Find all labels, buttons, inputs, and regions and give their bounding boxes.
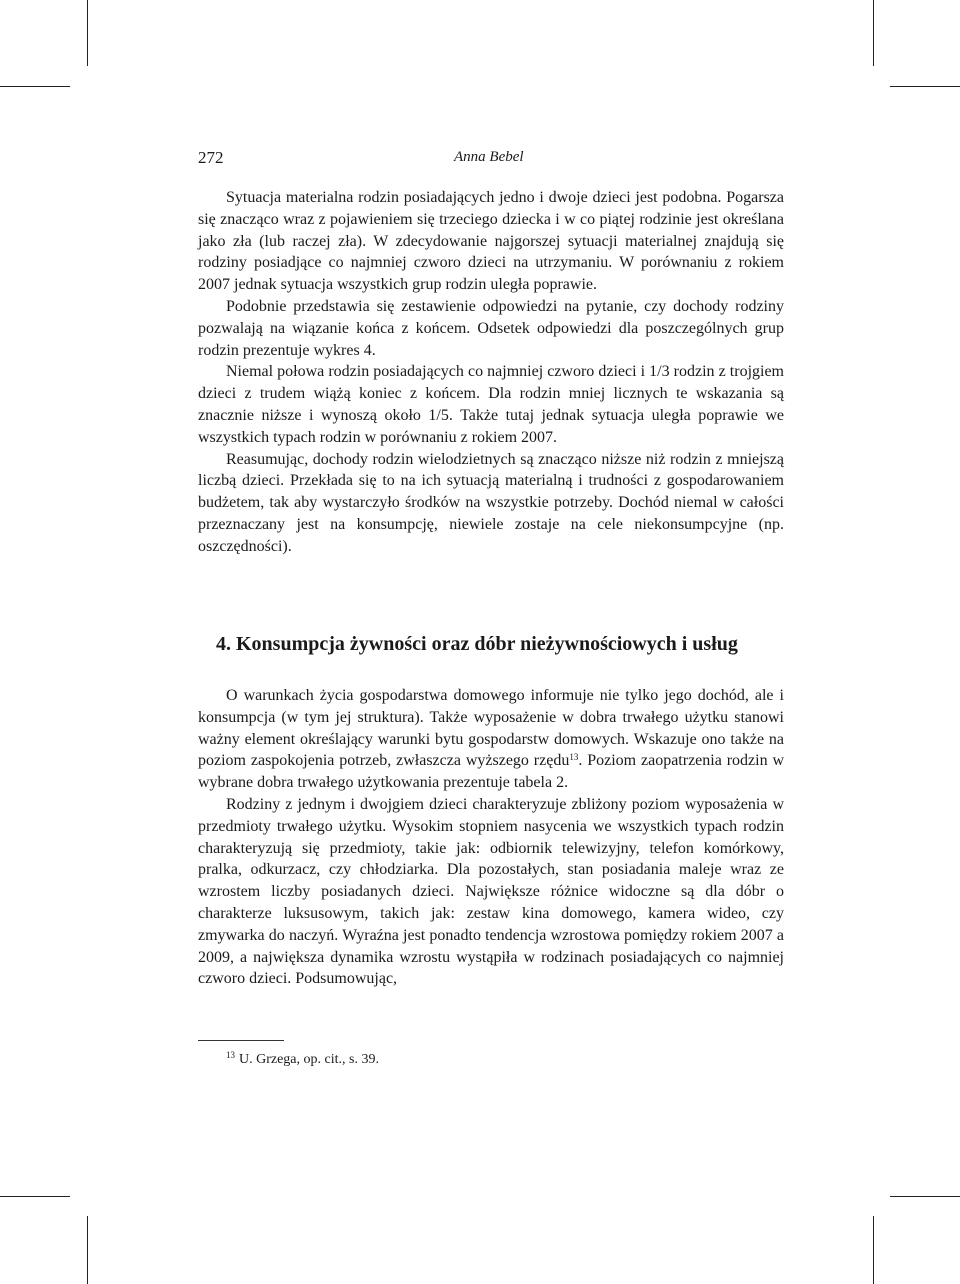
paragraph <box>198 685 784 794</box>
crop-mark-top-left-h <box>0 86 70 87</box>
footnote-reference[interactable]: 13 <box>569 752 579 763</box>
crop-mark-bottom-left <box>87 1216 88 1284</box>
paragraph: Sytuacja materialna rodzin posiadających jedno i dwoje dzieci jest podobna. Pogarsza się znacząco wraz z pojawieniem się trzeciego dziecka i w co piątej rodzinie jest określana jako zła (lub raczej zła). W zdecydowanie najgorszej sytuacji materialnej znajdują się rodziny posiadjące co najmniej czworo dzieci na utrzymaniu. W porównaniu z rokiem 2007 jednak sytuacja wszystkich grup rodzin uległa poprawie. <box>198 189 784 294</box>
crop-mark-bottom-right-h <box>890 1196 960 1197</box>
running-author: Anna Bebel <box>454 149 524 165</box>
paragraph: Niemal połowa rodzin posiadających co najmniej czworo dzieci i 1/3 rodzin z trojgiem dzieci z trudem wiążą koniec z końcem. Dla rodzin mniej licznych te wskazania są znacznie niższe i wynoszą około 1/5. Także tutaj jednak sytuacja uległa poprawie we wszystkich typach rodzin w porównaniu z rokiem 2007. <box>198 363 784 446</box>
footnote-text: U. Grzega, op. cit., s. 39. <box>239 1052 379 1067</box>
crop-mark-bottom-right <box>873 1216 874 1284</box>
crop-mark-bottom-left-h <box>0 1196 70 1197</box>
crop-mark-top-right <box>873 0 874 66</box>
crop-mark-top-left <box>87 0 88 66</box>
footnote <box>226 1051 379 1069</box>
paragraph: Podobnie przedstawia się zestawienie odpowiedzi na pytanie, czy dochody rodziny pozwalają na wiązanie końca z końcem. Odsetek odpowiedzi dla poszczególnych grup rodzin prezentuje wykres 4. <box>198 297 784 359</box>
crop-mark-top-right-h <box>890 86 960 87</box>
paragraph: Reasumując, dochody rodzin wielodzietnych są znacząco niższe niż rodzin z mniejszą liczbą dzieci. Przekłada się to na ich sytuacją materialną i trudności z gospodarowaniem budżetem, tak aby wystarczyło środków na wszystkie potrzeby. Dochód niemal w całości przeznaczany jest na konsumpcję, niewiele zostaje na cele niekonsumpcyjne (np. oszczędności). <box>198 450 784 555</box>
body-text-top <box>198 187 784 558</box>
paragraph-text: . Poziom zaopatrzenia rodzin w wybrane dobra trwałego użytkowania prezentuje tabela 2. <box>198 752 784 792</box>
paragraph-text: O warunkach życia gospodarstwa domowego informuje nie tylko jego dochód, ale i konsumpcja (w tym jej struktura). Także wyposażenie w dobra trwałego użytku stanowi ważny element określający warunki bytu gospodarstw domowych. Wskazuje ono także na poziom zaspokojenia potrzeb, zwłaszcza wyższego rzędu <box>198 687 784 770</box>
body-text-bottom <box>198 685 784 990</box>
section-heading: 4. Konsumpcja żywności oraz dóbr nieżywnościowych i usług <box>216 633 738 655</box>
running-header <box>198 148 784 176</box>
footnote-number: 13 <box>226 1050 235 1060</box>
footnote-separator <box>198 1040 284 1041</box>
page-number: 272 <box>198 148 224 167</box>
paragraph: Rodziny z jednym i dwojgiem dzieci charakteryzuje zbliżony poziom wyposażenia w przedmioty trwałego użytku. Wysokim stopniem nasycenia we wszystkich typach rodzin charakteryzują się przedmioty, takie jak: odbiornik telewizyjny, telefon komórkowy, pralka, odkurzacz, czy chłodziarka. Dla pozostałych, stan posiadania maleje wraz ze wzrostem liczby posiadanych dzieci. Największe różnice widoczne są dla dóbr o charakterze luksusowym, takich jak: zestaw kina domowego, kamera wideo, czy zmywarka do naczyń. Wyraźna jest ponadto tendencja wzrostowa pomiędzy rokiem 2007 a 2009, a największa dynamika wzrostu wystąpiła w rodzinach posiadających co najmniej czworo dzieci. Podsumowując, <box>198 795 784 988</box>
